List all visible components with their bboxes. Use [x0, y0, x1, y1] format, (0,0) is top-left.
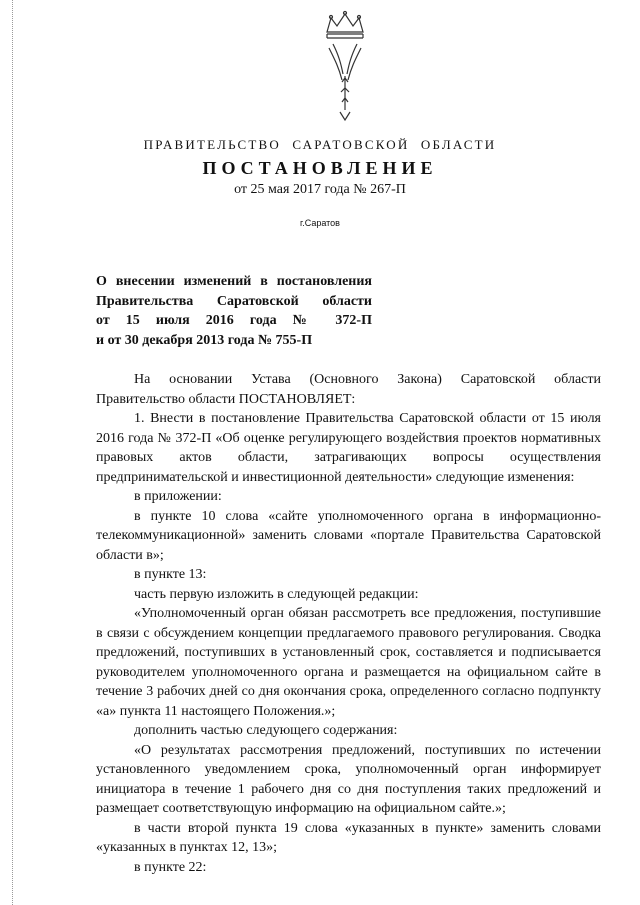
document-type-title: ПОСТАНОВЛЕНИЕ [202, 158, 438, 178]
subject-line: и от 30 декабря 2013 года № 755-П [96, 332, 313, 348]
subject-line: Правительства Саратовской области [96, 293, 372, 309]
body-paragraph: в пункте 10 слова «сайте уполномоченного органа в информационно-телекоммуникационной» заменить словами «портале Правительства Саратовской области в»; [96, 508, 601, 563]
body-paragraph: 1. Внести в постановление Правительства Саратовской области от 15 июля 2016 года № 372-П «Об оценке регулирующего воздействия проектов нормативных правовых актов области, затрагивающих вопросы осуществления предпринимательской и инвестиционной деятельности» следующие изменения: [96, 411, 601, 485]
body-paragraph: в пункте 22: [134, 859, 207, 875]
scan-margin-mark [12, 0, 19, 905]
body-paragraph: дополнить частью следующего содержания: [134, 723, 398, 738]
body-paragraph: «Уполномоченный орган обязан рассмотреть все предложения, поступившие в связи с обсуждением концепции предлагаемого правового регулирования. Сводка предложений, поступивших в установленный срок, составляется и подписывается руководителем уполномоченного органа и размещается на официальном сайте в течение 3 рабочих дней со дня окончания срока, определенного согласно подпункту «а» пункта 11 настоящего Положения.»; [96, 606, 601, 719]
saratov-coat-of-arms-icon [315, 10, 375, 125]
subject-line: от 15 июля 2016 года № 372-П [96, 313, 372, 328]
body-paragraph: На основании Устава (Основного Закона) Саратовской области Правительство области ПОСТАНОВЛЯЕТ: [96, 372, 601, 407]
decree-date-number: от 25 мая 2017 года № 267-П [234, 182, 406, 197]
decree-body [96, 370, 601, 877]
government-title: ПРАВИТЕЛЬСТВО САРАТОВСКОЙ ОБЛАСТИ [143, 137, 497, 152]
body-paragraph: в пункте 13: [134, 567, 207, 582]
decree-subject [96, 272, 372, 350]
city-label: г.Саратов [300, 218, 340, 228]
body-paragraph: в приложении: [134, 489, 222, 504]
body-paragraph: часть первую изложить в следующей редакции: [134, 586, 419, 602]
subject-line: О внесении изменений в постановления [96, 274, 372, 289]
body-paragraph: «О результатах рассмотрения предложений, поступивших по истечении установленного уведомлением срока, уполномоченный орган информирует инициатора в течение 1 рабочего дня со дня поступления таких предложений и размещает соответствующую информацию на официальном сайте.»; [96, 742, 601, 816]
body-paragraph: в части второй пункта 19 слова «указанных в пункте» заменить словами «указанных в пунктах 12, 13»; [96, 820, 601, 855]
